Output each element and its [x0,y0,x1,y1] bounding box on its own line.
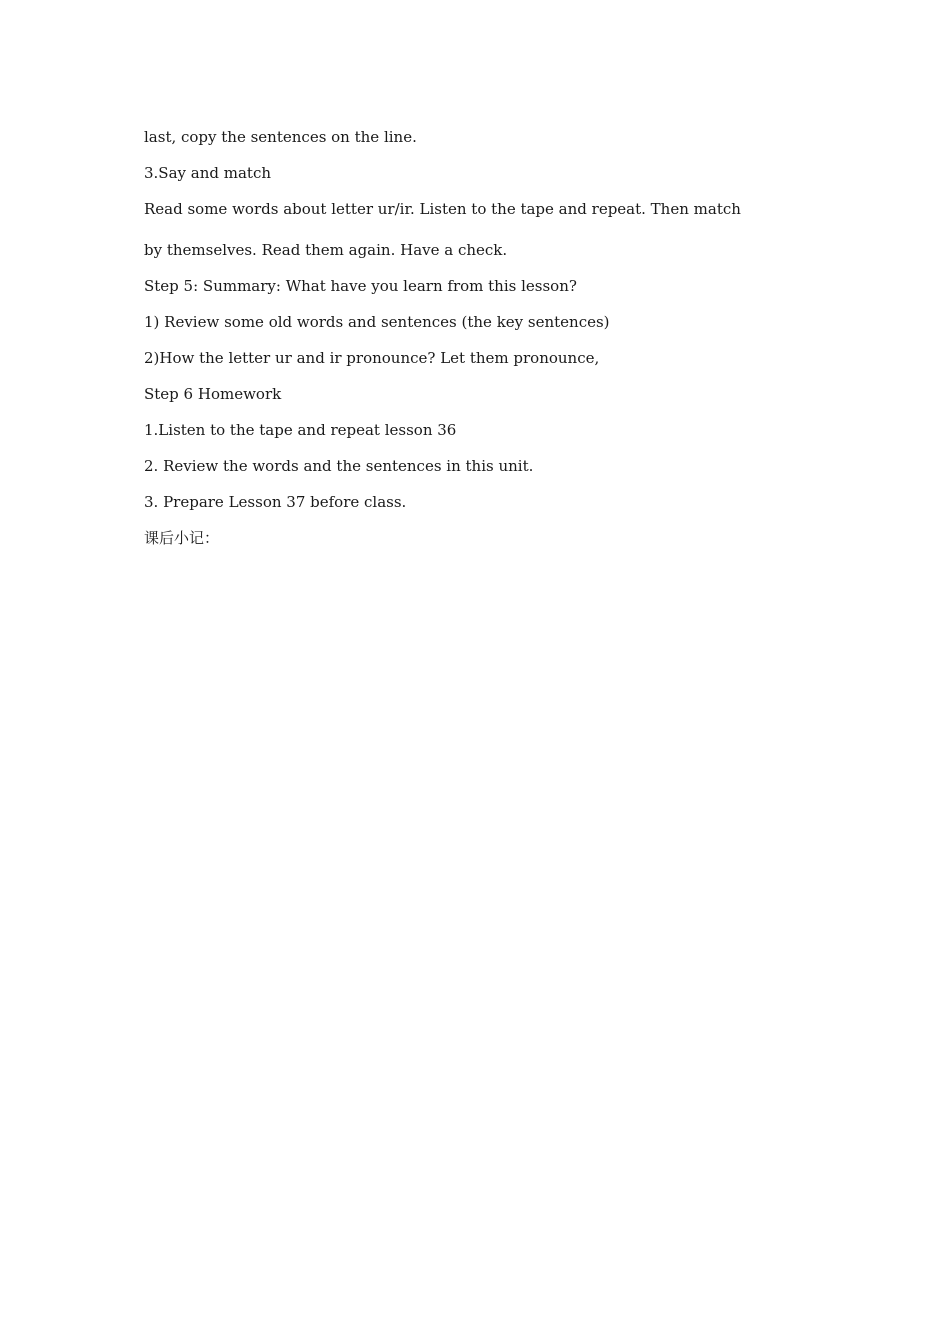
text-line-letter-ur-ir: 2)How the letter ur and ir pronounce? Let them pronounce, [144,349,600,367]
text-line-say-and-match: 3.Say and match [144,164,272,182]
document-body [144,126,824,563]
text-line-last-copy: last, copy the sentences on the line. [144,128,417,146]
paragraph-read-words [144,198,824,261]
text-line-homework-2: 2. Review the words and the sentences in this unit. [144,457,534,475]
text-line-read-words: Read some words about letter ur/ir. Listen to the tape and repeat. Then match [144,200,741,218]
text-line-homework-3: 3. Prepare Lesson 37 before class. [144,493,407,511]
text-line-step-6-homework: Step 6 Homework [144,385,282,403]
text-line-by-themselves: by themselves. Read them again. Have a check. [144,241,508,259]
text-line-review-old-words: 1) Review some old words and sentences (the key sentences) [144,313,610,331]
text-line-step-5-summary: Step 5: Summary: What have you learn from this lesson? [144,277,577,295]
text-line-homework-1: 1.Listen to the tape and repeat lesson 36 [144,421,457,439]
text-line-after-class-notes: 课后小记： [144,529,220,547]
